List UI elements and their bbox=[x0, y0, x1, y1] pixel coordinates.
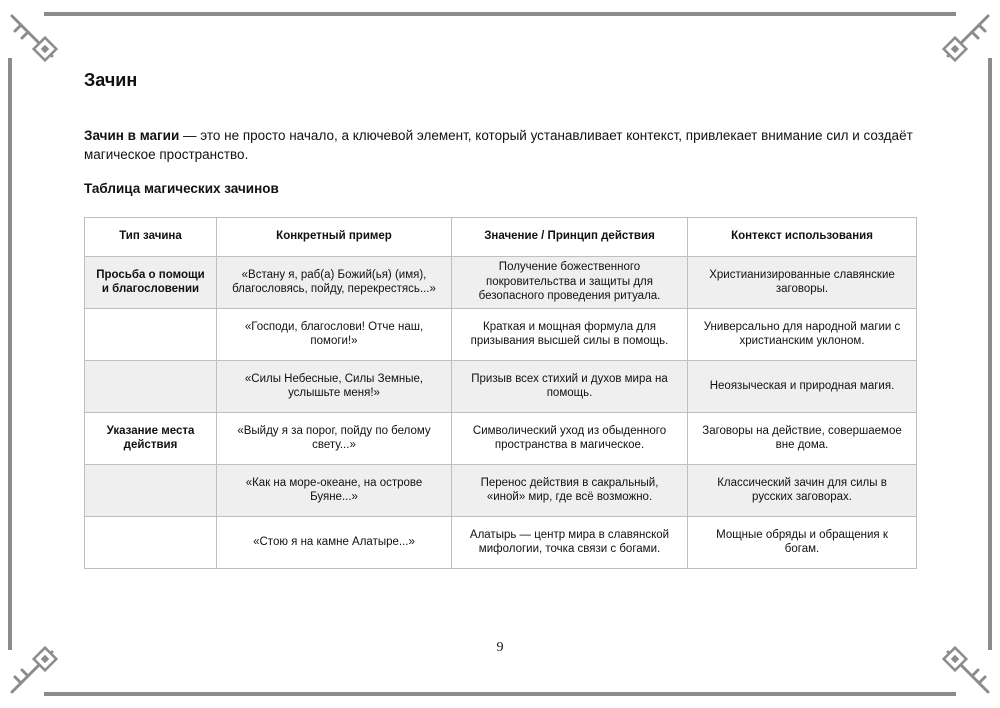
header-type: Тип зачина bbox=[85, 218, 217, 257]
cell-context: Христианизированные славянские заговоры. bbox=[688, 257, 917, 309]
zachin-table bbox=[84, 217, 917, 569]
table-header-row bbox=[85, 218, 917, 257]
header-meaning: Значение / Принцип действия bbox=[452, 218, 688, 257]
cell-example: «Силы Небесные, Силы Земные, услышьте меня!» bbox=[217, 361, 452, 413]
header-example: Конкретный пример bbox=[217, 218, 452, 257]
cell-context: Универсально для народной магии с христианским уклоном. bbox=[688, 309, 917, 361]
cell-type: Просьба о помощи и благословении bbox=[85, 257, 217, 309]
cell-example: «Выйду я за порог, пойду по белому свету...» bbox=[217, 413, 452, 465]
table-row bbox=[85, 465, 917, 517]
cell-example: «Встану я, раб(а) Божий(ья) (имя), благословясь, пойду, перекрестясь...» bbox=[217, 257, 452, 309]
table-row bbox=[85, 361, 917, 413]
cell-meaning: Краткая и мощная формула для призывания высшей силы в помощь. bbox=[452, 309, 688, 361]
cell-context: Мощные обряды и обращения к богам. bbox=[688, 517, 917, 569]
cell-meaning: Призыв всех стихий и духов мира на помощь. bbox=[452, 361, 688, 413]
frame-right-line bbox=[988, 58, 992, 650]
cell-meaning: Алатырь — центр мира в славянской мифологии, точка связи с богами. bbox=[452, 517, 688, 569]
frame-bottom-line bbox=[44, 692, 956, 696]
intro-term: Зачин в магии bbox=[84, 128, 180, 143]
intro-paragraph bbox=[84, 126, 916, 164]
cell-type bbox=[85, 361, 217, 413]
page-title: Зачин bbox=[84, 70, 138, 90]
cell-meaning: Символический уход из обыденного пространства в магическое. bbox=[452, 413, 688, 465]
table-row bbox=[85, 413, 917, 465]
corner-ornament-icon bbox=[8, 12, 62, 66]
cell-type: Указание места действия bbox=[85, 413, 217, 465]
table-row bbox=[85, 309, 917, 361]
cell-context: Классический зачин для силы в русских заговорах. bbox=[688, 465, 917, 517]
intro-text: — это не просто начало, а ключевой элемент, который устанавливает контекст, привлекает внимание сил и создаёт магическое пространство. bbox=[84, 128, 913, 162]
frame-left-line bbox=[8, 58, 12, 650]
cell-type bbox=[85, 309, 217, 361]
cell-example: «Стою я на камне Алатыре...» bbox=[217, 517, 452, 569]
table-row bbox=[85, 517, 917, 569]
cell-meaning: Перенос действия в сакральный, «иной» мир, где всё возможно. bbox=[452, 465, 688, 517]
cell-example: «Господи, благослови! Отче наш, помоги!» bbox=[217, 309, 452, 361]
page-number: 9 bbox=[496, 640, 504, 655]
frame-top-line bbox=[44, 12, 956, 16]
cell-type bbox=[85, 465, 217, 517]
table-title: Таблица магических зачинов bbox=[84, 181, 279, 196]
cell-type bbox=[85, 517, 217, 569]
table-row bbox=[85, 257, 917, 309]
header-context: Контекст использования bbox=[688, 218, 917, 257]
corner-ornament-icon bbox=[938, 12, 992, 66]
cell-example: «Как на море-океане, на острове Буяне...» bbox=[217, 465, 452, 517]
cell-context: Неоязыческая и природная магия. bbox=[688, 361, 917, 413]
cell-context: Заговоры на действие, совершаемое вне дома. bbox=[688, 413, 917, 465]
cell-meaning: Получение божественного покровительства и защиты для безопасного проведения ритуала. bbox=[452, 257, 688, 309]
